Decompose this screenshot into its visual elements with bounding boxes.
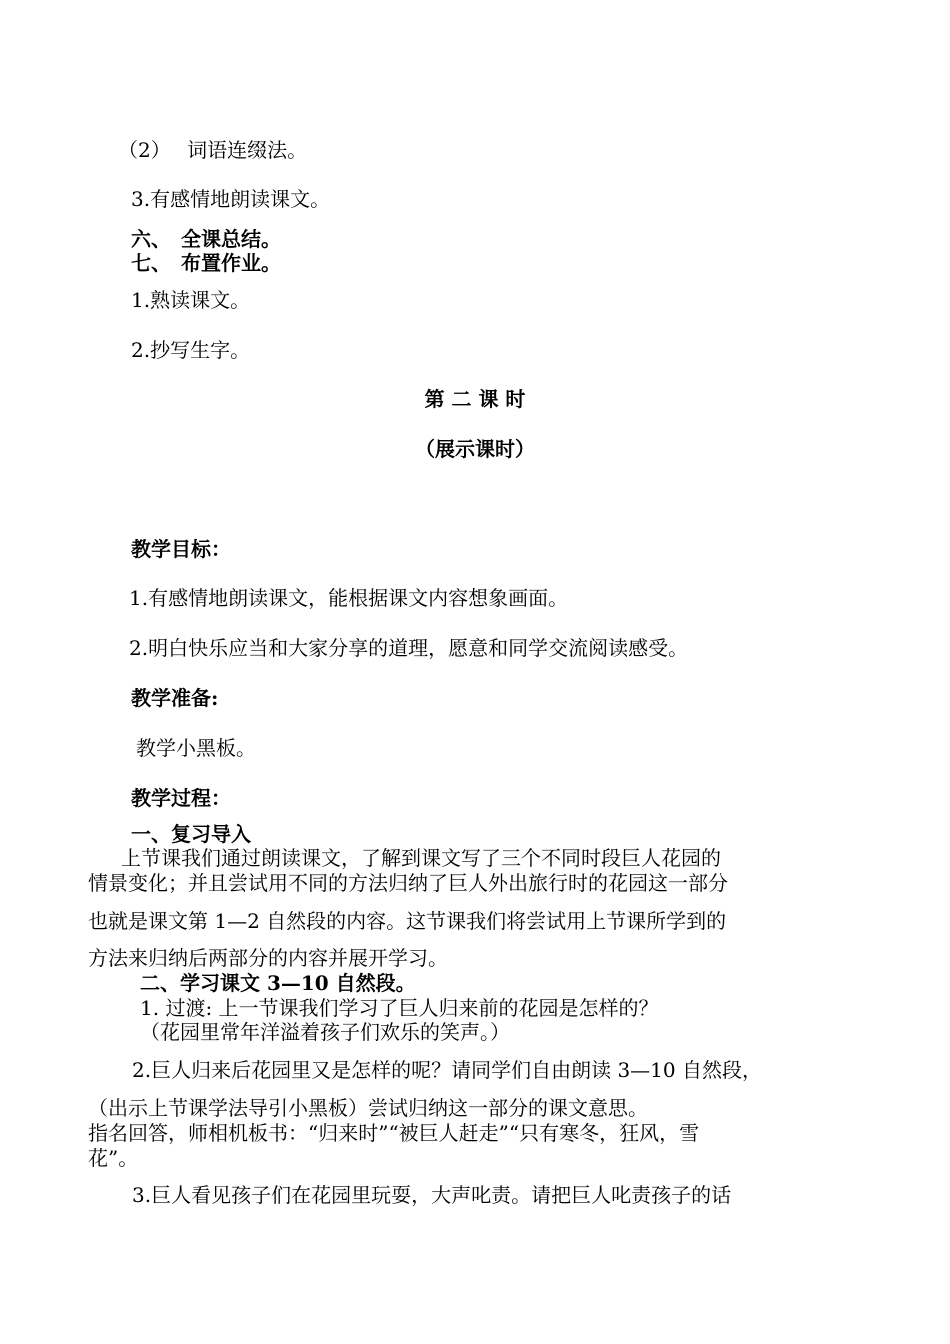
part-1-heading: 一、复习导入 xyxy=(131,822,251,846)
step-2-line: 花”。 xyxy=(88,1146,139,1170)
step-1-transition: 1. 过渡: 上一节课我们学习了巨人归来前的花园是怎样的？ xyxy=(140,996,659,1020)
section-6-heading: 六、 全课总结。 xyxy=(131,227,281,251)
homework-item-2: 2.抄写生字。 xyxy=(131,338,251,362)
preparation-item: 教学小黑板。 xyxy=(136,736,256,760)
step-2-line: 指名回答，师相机板书：“归来时”“被巨人赶走”“只有寒冬，狂风，雪 xyxy=(88,1121,700,1145)
objectives-heading: 教学目标： xyxy=(131,537,231,561)
objective-2: 2.明白快乐应当和大家分享的道理，愿意和同学交流阅读感受。 xyxy=(129,636,689,660)
paragraph-line: 情景变化；并且尝试用不同的方法归纳了巨人外出旅行时的花园这一部分 xyxy=(88,871,728,895)
part-2-heading: 二、学习课文 3—10 自然段。 xyxy=(140,971,416,995)
lesson-title: 第 二 课 时 xyxy=(424,387,526,411)
step-3-read: 3.有感情地朗读课文。 xyxy=(131,187,331,211)
preparation-heading: 教学准备: xyxy=(131,686,219,710)
step-2-line: （出示上节课学法导引小黑板）尝试归纳这一部分的课文意思。 xyxy=(88,1096,648,1120)
section-7-heading: 七、 布置作业。 xyxy=(131,251,281,275)
paragraph-line: 方法来归纳后两部分的内容并展开学习。 xyxy=(88,946,448,970)
homework-item-1: 1.熟读课文。 xyxy=(131,288,251,312)
method-item-2: （2） 词语连缀法。 xyxy=(118,138,308,162)
process-heading: 教学过程： xyxy=(131,786,231,810)
step-1-answer: （花园里常年洋溢着孩子们欢乐的笑声。） xyxy=(140,1020,510,1044)
step-2-line: 2.巨人归来后花园里又是怎样的呢？请同学们自由朗读 3—10 自然段， xyxy=(132,1058,762,1082)
step-3-line: 3.巨人看见孩子们在花园里玩耍，大声叱责。请把巨人叱责孩子的话 xyxy=(132,1183,732,1207)
lesson-subtitle: （展示课时） xyxy=(415,437,535,461)
objective-1: 1.有感情地朗读课文，能根据课文内容想象画面。 xyxy=(129,586,569,610)
paragraph-line: 上节课我们通过朗读课文，了解到课文写了三个不同时段巨人花园的 xyxy=(121,846,721,870)
paragraph-line: 也就是课文第 1—2 自然段的内容。这节课我们将尝试用上节课所学到的 xyxy=(88,909,727,933)
